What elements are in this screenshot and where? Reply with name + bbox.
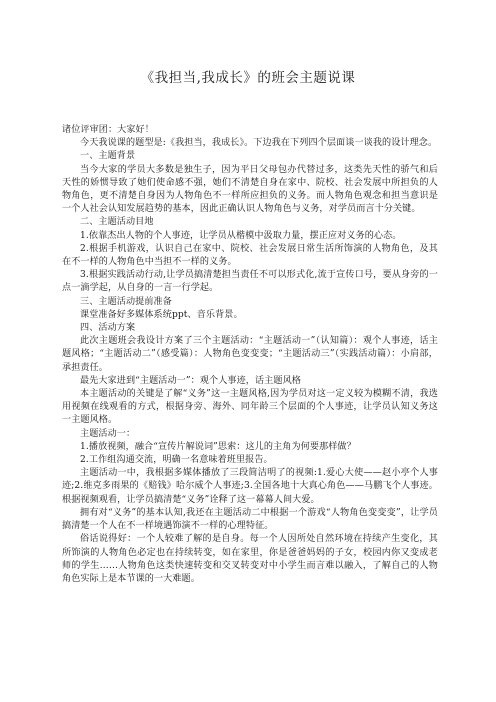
paragraph: 当今大家的学员大多数是独生子，因为平日父母包办代替过多，这类先天性的骄气和后天性的娇惯导致了她们使命感不强，她们不清楚自身在家中、院校、社会发展中所担负的人物角色，更不清楚自身因为人物角色不一样所应担负的义务。而人物角色观念和担当意识是一个人社会认知发展趋势的基本，因此正确认识人物角色与义务，对学员而言十分关键。 xyxy=(62,164,438,215)
paragraph: 今天我说课的题型是:《我担当，我成长》。下边我在下列四个层面谈一谈我的设计理念。 xyxy=(80,138,438,149)
paragraph: 课堂准备好多媒体系统ppt、音乐背景。 xyxy=(80,309,243,320)
paragraph: 三、主题活动提前准备 xyxy=(80,296,172,307)
paragraph: 俗话说得好：一个人较难了解的是自身。每一个人因所处自然环境在持续产生变化，其所饰演的人物角色必定也在持续转变，如在家里，你是爸爸妈妈的子女，校园内你又变成老师的学生……人物角色这类快速转变和交叉转变对中小学生而言难以融入，了解自己的人物角色实际上是本节课的一大难题。 xyxy=(62,534,438,584)
paragraph: 此次主题班会我设计方案了三个主题活动：“主题活动一”（认知篇）：观个人事迹，话主题风格；“主题活动二”（感受篇）：人物角色变变变；“主题活动三”（实践活动篇）：小肩部，承担责任。 xyxy=(62,336,438,373)
paragraph: 主题活动一： xyxy=(80,428,136,439)
paragraph: 拥有对“义务”的基本认知,我还在主题活动二中根据一个游戏“人物角色变变变”，让学员搞清楚一个人在不一样境遇饰演不一样的心理特征。 xyxy=(62,507,438,532)
paragraph: 二、主题活动目地 xyxy=(80,217,154,228)
document-title: 《我担当,我成长》的班会主题说课 xyxy=(140,70,356,86)
paragraph: 2.根据手机游戏，认识自己在家中、院校、社会发展日常生活所饰演的人物角色，及其在不一样的人物角色中当担不一样的义务。 xyxy=(62,243,438,268)
paragraph: 最先大家进到“主题活动一”：观个人事迹，话主题风格 xyxy=(80,375,301,386)
paragraph: 诸位评审团：大家好！ xyxy=(62,125,154,135)
paragraph: 2.工作组沟通交流，明确一名意味着班里报告。 xyxy=(80,455,273,466)
paragraph: 四、活动方案 xyxy=(80,323,136,334)
paragraph: 1.依靠杰出人物的个人事迹，让学员从楷模中汲取力量，摆正应对义务的心态。 xyxy=(80,230,402,241)
paragraph: 3.根据实践活动行动,让学员搞清楚担当责任不可以形式化,流于宣传口号，要从身旁的一点一滴学起，从自身的一言一行学起。 xyxy=(62,270,438,294)
paragraph: 一、主题背景 xyxy=(80,151,136,162)
paragraph: 1.播放视频，融合“宣传片解说词”思索：这儿的主角为何要那样做？ xyxy=(80,441,356,452)
document-body xyxy=(62,124,438,586)
paragraph: 本主题活动的关键是了解“义务”这一主题风格,因为学员对这一定义较为模糊不清，我选用视频在线观看的方式，根据身旁、海外、同年龄三个层面的个人事迹，让学员认知义务这一主题风格。 xyxy=(62,389,438,426)
paragraph: 主题活动一中，我根据多媒体播放了三段简洁明了的视频:1.爱心大使——赵小亭个人事迹;2.维克多雨果的《赔钱》哈尔威个人事迹;3.全国各地十大真心角色——马鹏飞个人事迹。根据视频观看，让学员搞清楚“义务”诠释了这一幕幕人间大爱。 xyxy=(62,468,438,505)
